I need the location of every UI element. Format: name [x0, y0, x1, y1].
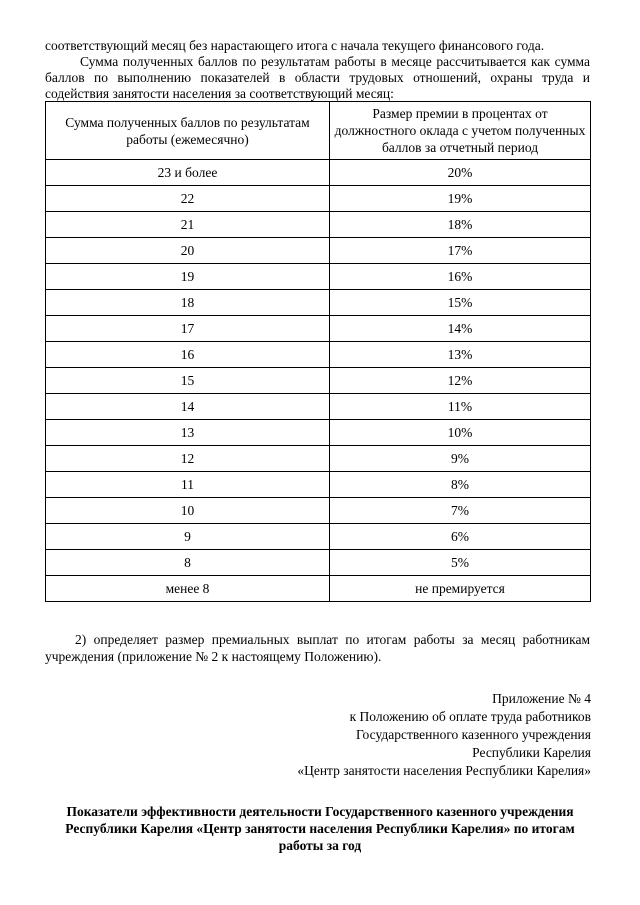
score-cell: 22: [46, 186, 330, 212]
percent-cell: 7%: [330, 498, 591, 524]
score-cell: 18: [46, 290, 330, 316]
percent-cell: 18%: [330, 212, 591, 238]
score-cell: 19: [46, 264, 330, 290]
header-bonus-percent: Размер премии в процентах от должностного оклада с учетом полученных баллов за отчетный период: [330, 102, 591, 160]
percent-cell: 8%: [330, 472, 591, 498]
table-row: [46, 186, 591, 212]
percent-cell: 5%: [330, 550, 591, 576]
table-row: [46, 290, 591, 316]
score-cell: 23 и более: [46, 160, 330, 186]
percent-cell: 13%: [330, 342, 591, 368]
table-row: [46, 264, 591, 290]
percent-cell: 9%: [330, 446, 591, 472]
percent-cell: 14%: [330, 316, 591, 342]
table-row: [46, 576, 591, 602]
appendix-line: к Положению об оплате труда работников: [349, 709, 591, 724]
appendix-reference: [250, 690, 591, 780]
score-cell: 16: [46, 342, 330, 368]
score-cell: 21: [46, 212, 330, 238]
bonus-table: [45, 101, 591, 602]
score-cell: 10: [46, 498, 330, 524]
header-score-sum: Сумма полученных баллов по результатам работы (ежемесячно): [46, 102, 330, 160]
table-header-row: [46, 102, 591, 160]
heading-line: работы за год: [278, 838, 362, 853]
percent-cell: 20%: [330, 160, 591, 186]
appendix-line: Приложение № 4: [492, 691, 591, 706]
score-cell: 12: [46, 446, 330, 472]
clause-2: 2) определяет размер премиальных выплат по итогам работы за месяц работникам учреждения (приложение № 2 к настоящему Положению).: [45, 632, 590, 664]
table-row: [46, 550, 591, 576]
score-cell: 11: [46, 472, 330, 498]
section-heading: [40, 803, 600, 854]
percent-cell: 17%: [330, 238, 591, 264]
score-cell: 17: [46, 316, 330, 342]
table-row: [46, 316, 591, 342]
score-cell: 13: [46, 420, 330, 446]
percent-cell: не премируется: [330, 576, 591, 602]
score-cell: 9: [46, 524, 330, 550]
percent-cell: 19%: [330, 186, 591, 212]
appendix-line: «Центр занятости населения Республики Карелия»: [297, 763, 591, 778]
appendix-line: Республики Карелия: [472, 745, 591, 760]
percent-cell: 6%: [330, 524, 591, 550]
percent-cell: 10%: [330, 420, 591, 446]
score-cell: 8: [46, 550, 330, 576]
heading-line: Показатели эффективности деятельности Государственного казенного учреждения: [66, 804, 574, 819]
percent-cell: 15%: [330, 290, 591, 316]
score-cell: 15: [46, 368, 330, 394]
appendix-line: Государственного казенного учреждения: [355, 727, 591, 742]
intro-paragraph: Сумма полученных баллов по результатам работы в месяце рассчитывается как сумма баллов по выполнению показателей в области трудовых отношений, охраны труда и содействия занятости населения за соответствующий месяц:: [45, 54, 590, 101]
table-row: [46, 420, 591, 446]
intro-continued-line: соответствующий месяц без нарастающего итога с начала текущего финансового года.: [45, 38, 545, 53]
table-row: [46, 368, 591, 394]
score-cell: 14: [46, 394, 330, 420]
table-row: [46, 472, 591, 498]
percent-cell: 16%: [330, 264, 591, 290]
percent-cell: 12%: [330, 368, 591, 394]
table-row: [46, 498, 591, 524]
score-cell: менее 8: [46, 576, 330, 602]
heading-line: Республики Карелия «Центр занятости населения Республики Карелия» по итогам: [65, 821, 575, 836]
table-row: [46, 394, 591, 420]
table-row: [46, 212, 591, 238]
score-cell: 20: [46, 238, 330, 264]
table-row: [46, 342, 591, 368]
table-row: [46, 446, 591, 472]
table-row: [46, 160, 591, 186]
table-row: [46, 238, 591, 264]
table-row: [46, 524, 591, 550]
percent-cell: 11%: [330, 394, 591, 420]
